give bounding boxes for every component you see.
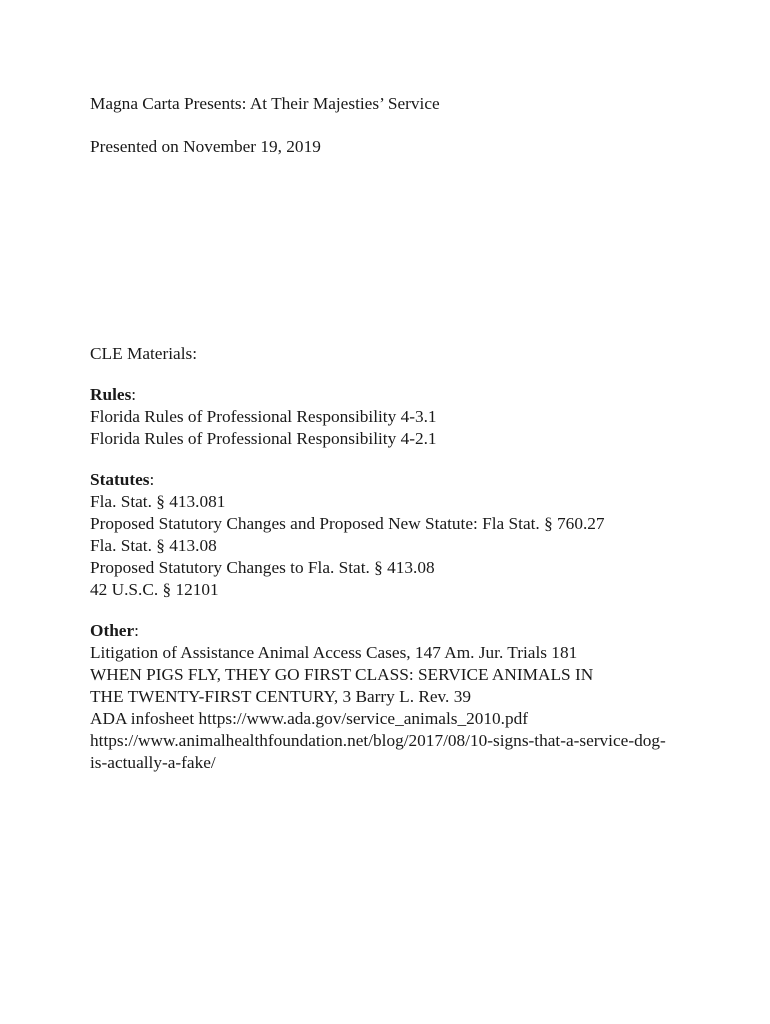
- materials-heading: CLE Materials:: [90, 344, 198, 363]
- statute-item: Fla. Stat. § 413.08: [90, 536, 217, 555]
- rules-label: Rules: [90, 385, 132, 404]
- other-label: Other: [90, 621, 135, 640]
- statute-item: Proposed Statutory Changes and Proposed New Statute: Fla Stat. § 760.27: [90, 514, 605, 533]
- other-heading: [90, 620, 690, 642]
- statutes-colon: :: [149, 470, 155, 489]
- document-title: Magna Carta Presents: At Their Majesties’ Service: [90, 94, 440, 113]
- other-section: [90, 620, 690, 774]
- other-colon: :: [134, 621, 139, 640]
- other-item-url: https://www.animalhealthfoundation.net/blog/2017/08/10-signs-that-a-service-dog-: [90, 731, 666, 750]
- statutes-section: [90, 469, 690, 601]
- statute-item: Proposed Statutory Changes to Fla. Stat. § 413.08: [90, 558, 435, 577]
- other-item: ADA infosheet https://www.ada.gov/service_animals_2010.pdf: [90, 709, 529, 728]
- rule-item: Florida Rules of Professional Responsibility 4-3.1: [90, 407, 437, 426]
- rules-heading: [90, 384, 690, 406]
- other-item: WHEN PIGS FLY, THEY GO FIRST CLASS: SERVICE ANIMALS IN: [90, 665, 594, 684]
- presented-date: Presented on November 19, 2019: [90, 137, 321, 156]
- cle-materials: [90, 343, 690, 793]
- statutes-label: Statutes: [90, 470, 150, 489]
- other-item-url-continued: is-actually-a-fake/: [90, 753, 216, 772]
- statute-item: Fla. Stat. § 413.081: [90, 492, 226, 511]
- rule-item: Florida Rules of Professional Responsibility 4-2.1: [90, 429, 437, 448]
- rules-section: [90, 384, 690, 450]
- rules-colon: :: [131, 385, 137, 404]
- other-item: Litigation of Assistance Animal Access Cases, 147 Am. Jur. Trials 181: [90, 643, 578, 662]
- other-item: THE TWENTY-FIRST CENTURY, 3 Barry L. Rev. 39: [90, 687, 471, 706]
- statute-item: 42 U.S.C. § 12101: [90, 580, 219, 599]
- statutes-heading: [90, 469, 690, 491]
